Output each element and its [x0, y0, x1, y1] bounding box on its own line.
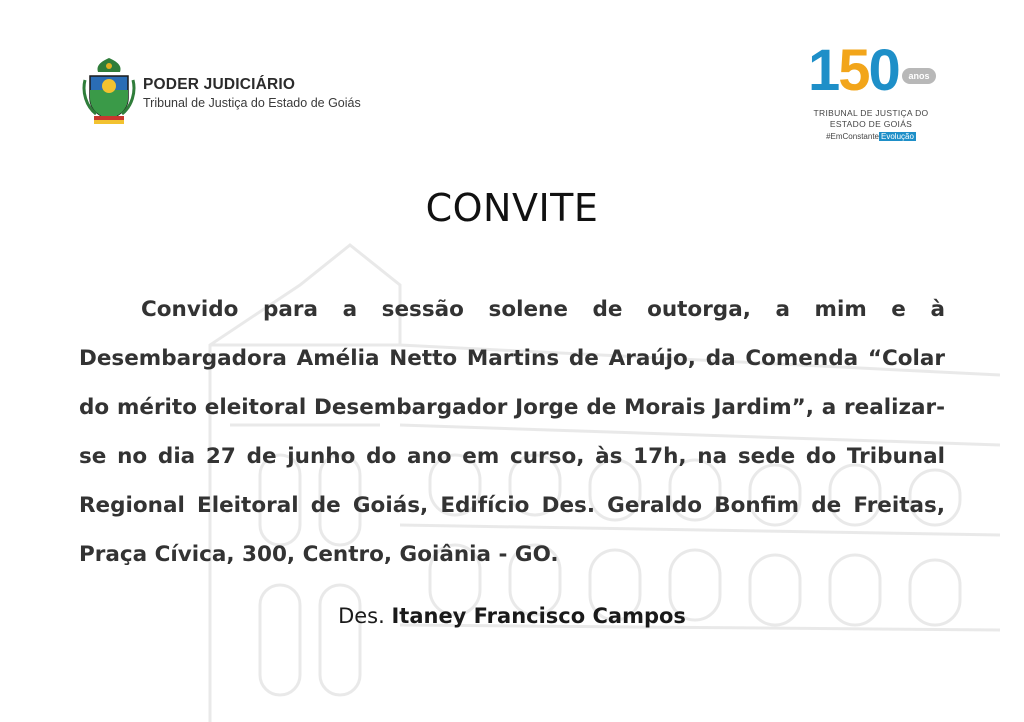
- anniversary-line2: ESTADO DE GOIÁS: [829, 119, 913, 129]
- state-crest-icon: [82, 56, 136, 126]
- signature: [0, 604, 1024, 628]
- tag-prefix: #EmConstante: [826, 132, 879, 141]
- signature-name: Itaney Francisco Campos: [391, 604, 686, 628]
- org-title: PODER JUDICIÁRIO: [143, 76, 296, 93]
- anniversary-logo: [806, 40, 936, 145]
- digit-1: 1: [808, 38, 839, 103]
- anniversary-number: [808, 40, 899, 102]
- org-header: [143, 76, 361, 110]
- digit-0: 0: [868, 38, 899, 103]
- document-title: CONVITE: [425, 186, 599, 230]
- tag-highlight: Evolução: [881, 132, 914, 141]
- org-subtitle: Tribunal de Justiça do Estado de Goiás: [143, 96, 361, 110]
- anniversary-line1: TRIBUNAL DE JUSTIÇA DO: [813, 108, 929, 118]
- signature-prefix: Des.: [338, 604, 385, 628]
- invitation-body: Convido para a sessão solene de outorga, a mim e à Desembargadora Amélia Netto Martins de Araújo, da Comenda “Colar do mérito eleitoral Desembargador Jorge de Morais Jardim”, a realizar-se no dia 27 de junho do ano em curso, às 17h, na sede do Tribunal Regional Eleitoral de Goiás, Edifício Des. Geraldo Bonfim de Freitas, Praça Cívica, 300, Centro, Goiânia - GO.: [79, 297, 945, 567]
- anniversary-tagline: [806, 132, 936, 141]
- digit-5: 5: [838, 38, 869, 103]
- anos-badge: anos: [902, 68, 936, 84]
